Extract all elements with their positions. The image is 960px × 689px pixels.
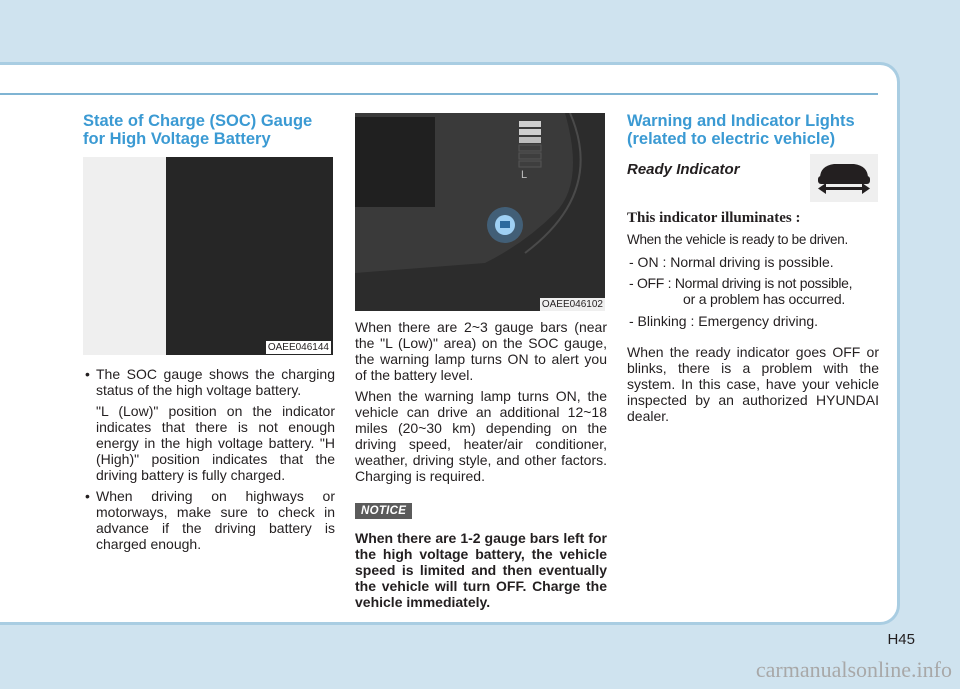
warning-lights-heading — [627, 112, 879, 148]
soc-bullet-1-cont: "L (Low)" position on the indicator indicates that there is not enough energy in the high voltage battery. "H (High)" position indicates that the driving battery is fully charged. — [96, 403, 335, 483]
indicator-off-item: - OFF : Normal driving is not possible, — [629, 275, 853, 291]
soc-figure-dark-panel — [166, 157, 333, 355]
ready-indicator-subheading: Ready Indicator — [627, 161, 740, 178]
indicator-off-item-cont: or a problem has occurred. — [683, 291, 846, 307]
indicator-on-item: - ON : Normal driving is possible. — [629, 254, 834, 270]
soc-gauge-figure — [83, 157, 333, 355]
ready-indicator-para: When the ready indicator goes OFF or blinks, there is a problem with the system. In this case, have your vehicle inspected by an authorized HYUNDAI dealer. — [627, 344, 879, 424]
soc-heading — [83, 112, 335, 148]
page-number: H45 — [887, 631, 915, 648]
illuminates-label: This indicator illuminates : — [627, 210, 801, 226]
warning-lights-heading-line1: Warning and Indicator Lights — [627, 112, 855, 130]
ready-indicator-icon — [810, 154, 878, 202]
warning-lights-heading-line2: (related to electric vehicle) — [627, 130, 836, 148]
soc-bullet-1-text: The SOC gauge shows the charging status of the high voltage battery. — [96, 366, 335, 398]
indicator-blinking-item: - Blinking : Emergency driving. — [629, 313, 819, 329]
soc-bullet-1: • The SOC gauge shows the charging status of the high voltage battery. "L (Low)" position on the indicator indicates that there is not enough energy in the high voltage battery. "H (High)" position indicates that the driving battery is fully charged. — [85, 366, 335, 483]
soc-warning-figure — [355, 113, 605, 311]
soc-bullets — [83, 366, 335, 552]
watermark: carmanualsonline.info — [755, 657, 952, 682]
warning-figure-code: OAEE046102 — [541, 299, 603, 310]
gauge-l-letter: L — [521, 169, 528, 181]
column-ready-indicator — [627, 112, 879, 424]
warning-para-2: When the warning lamp turns ON, the vehicle can drive an additional 12~18 miles (20~30 km) depending on the driving speed, heater/air conditioner, weather, driving style, and other factors. Charging is required. — [355, 388, 607, 484]
column-soc-gauge — [83, 112, 335, 552]
warning-para-1: When there are 2~3 gauge bars (near the "L (Low)" area) on the SOC gauge, the warning lamp turns ON to alert you of the battery level. — [355, 319, 607, 383]
notice-block — [355, 501, 607, 610]
soc-heading-line2: for High Voltage Battery — [83, 130, 271, 148]
notice-badge: NOTICE — [355, 503, 412, 519]
cluster-illustration — [355, 113, 605, 311]
ready-indicator-row — [627, 153, 879, 208]
header-rule — [0, 93, 878, 95]
when-ready-text: When the vehicle is ready to be driven. — [627, 232, 848, 247]
car-arrow-icon — [810, 154, 878, 202]
battery-warning-icon — [500, 221, 510, 228]
soc-heading-line1: State of Charge (SOC) Gauge — [83, 112, 313, 130]
notice-text: When there are 1-2 gauge bars left for the high voltage battery, the vehicle speed is limited and then eventually the vehicle will turn OFF. Charge the vehicle immediately. — [355, 530, 607, 610]
soc-bullet-2-text: When driving on highways or motorways, make sure to check in advance if the driving battery is charged enough. — [96, 488, 335, 552]
column-warning-lamp — [355, 113, 607, 610]
soc-figure-code: OAEE046144 — [267, 342, 329, 353]
soc-bullet-2: • When driving on highways or motorways, make sure to check in advance if the driving battery is charged enough. — [85, 488, 335, 552]
